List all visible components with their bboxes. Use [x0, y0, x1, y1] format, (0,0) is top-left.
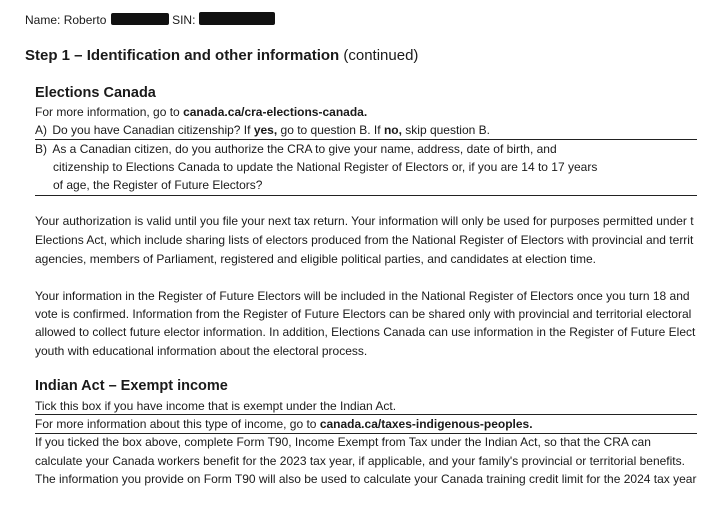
header-name-row [25, 11, 275, 29]
future-electors-para-line-2: vote is confirmed. Information from the Register of Future Electors can be shared only with provincial and territorial electoral [35, 307, 692, 321]
question-b-line2: citizenship to Elections Canada to update the National Register of Electors or, if you are 14 to 17 years [53, 160, 598, 174]
t90-para-line-2: calculate your Canada workers benefit for the 2023 tax year, if applicable, and your family's provincial or territorial benefits. [35, 454, 685, 468]
step-title-continued: (continued) [343, 47, 419, 64]
elections-heading: Elections Canada [35, 85, 156, 101]
sin-label: SIN: [172, 13, 196, 27]
indian-act-info-link[interactable]: canada.ca/taxes-indigenous-peoples. [319, 417, 533, 431]
question-a-text1: Do you have Canadian citizenship? If [52, 123, 251, 137]
future-electors-para-line-3: allowed to collect future elector information. In addition, Elections Canada can use information in the Register of Future Elect [35, 325, 696, 339]
indian-act-info-text: For more information about this type of income, go to [35, 417, 317, 431]
t90-para-line-1: If you ticked the box above, complete Form T90, Income Exempt from Tax under the Indian Act, so that the CRA can [35, 435, 651, 449]
step-title-bold: Step 1 – Identification and other information [25, 47, 340, 64]
name-value: Roberto [63, 13, 107, 27]
authorization-para-line-2: Elections Act, which include sharing lists of electors produced from the National Register of Electors with provincial and territ [35, 233, 694, 247]
question-a-text3: skip question B. [405, 123, 490, 137]
name-redaction [111, 13, 169, 25]
question-b-letter: B) [35, 142, 47, 156]
future-electors-para-line-4: youth with educational information about the electoral process. [35, 344, 368, 358]
question-a [35, 121, 490, 139]
elections-info-text: For more information, go to [35, 105, 180, 119]
indian-act-tick-text: Tick this box if you have income that is exempt under the Indian Act. [35, 399, 397, 413]
question-a-no: no, [383, 123, 402, 137]
elections-info-line [35, 103, 367, 121]
authorization-para-line-3: agencies, members of Parliament, registered and eligible political parties, and candidates at election time. [35, 252, 596, 266]
question-b [35, 140, 557, 158]
step-title [25, 46, 418, 66]
question-b-line1: As a Canadian citizen, do you authorize the CRA to give your name, address, date of birth, and [52, 142, 557, 156]
question-a-letter: A) [35, 123, 47, 137]
indian-act-info-line [35, 415, 533, 433]
future-electors-para-line-1: Your information in the Register of Future Electors will be included in the National Register of Electors once you turn 18 and [35, 289, 690, 303]
question-b-line3: of age, the Register of Future Electors? [53, 178, 263, 192]
indian-act-heading: Indian Act – Exempt income [35, 378, 228, 394]
question-b-rule [35, 195, 697, 196]
t90-para-line-3: The information you provide on Form T90 will also be used to calculate your Canada training credit limit for the 2024 tax year [35, 472, 697, 486]
sin-redaction [199, 12, 275, 25]
name-label: Name: [25, 13, 61, 27]
elections-info-link[interactable]: canada.ca/cra-elections-canada. [183, 105, 368, 119]
question-a-text2: go to question B. If [280, 123, 381, 137]
authorization-para-line-1: Your authorization is valid until you file your next tax return. Your information will only be used for purposes permitted under t [35, 214, 694, 228]
question-a-yes: yes, [253, 123, 278, 137]
